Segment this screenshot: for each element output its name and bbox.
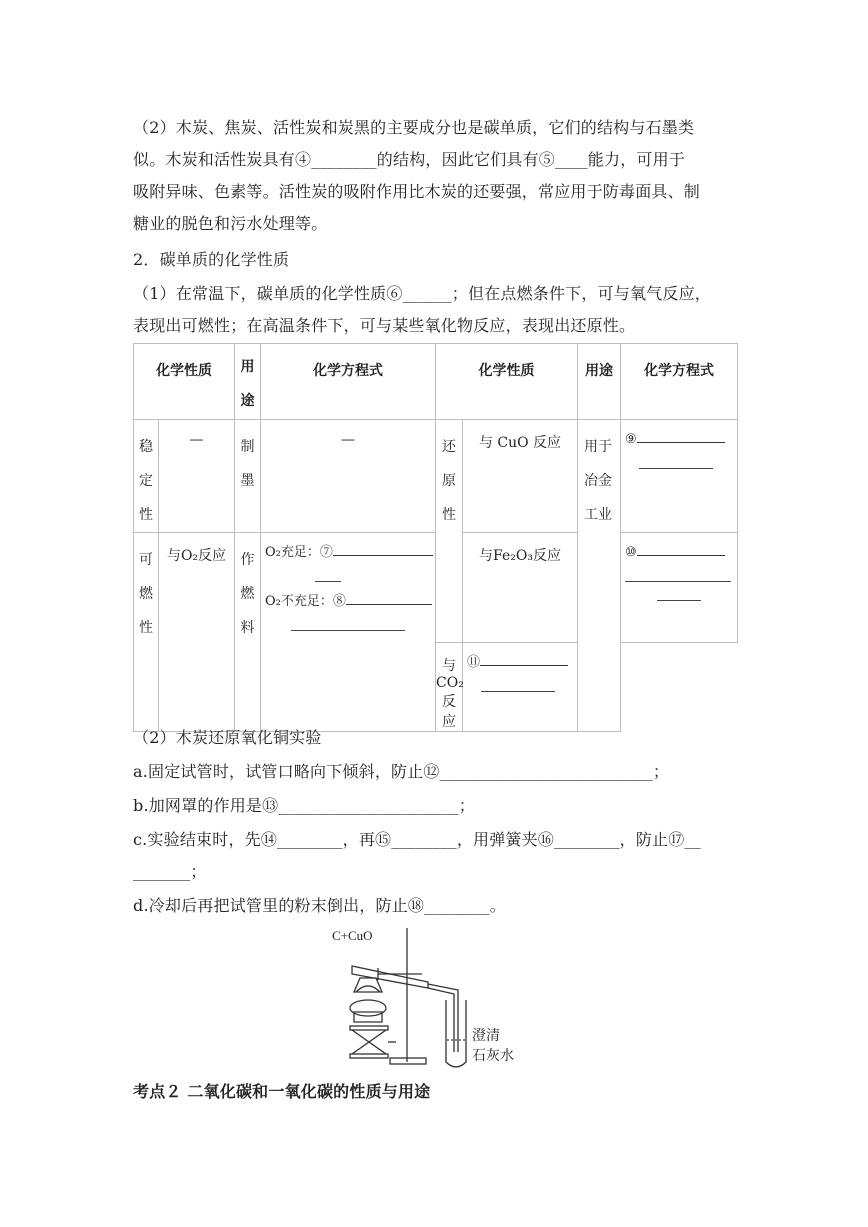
para2-line2: 表现出可燃性；在高温条件下，可与某些氧化物反应，表现出还原性。 <box>133 316 636 335</box>
stable-equation-cell: — <box>261 420 436 533</box>
reducing-cuo-condition-cell: 与 CuO 反应 <box>463 420 578 533</box>
header-equation-left: 化学方程式 <box>261 344 436 420</box>
para1-line2: 似。木炭和活性炭具有④________的结构，因此它们具有⑤____能力，可用于 <box>133 150 686 169</box>
header-equation-right: 化学方程式 <box>621 344 738 420</box>
reducing-fe2o3-condition-cell: 与Fe₂O₃反应 <box>463 533 578 643</box>
eq-10-cell: ⑩ <box>621 533 738 643</box>
para3-line2: a.固定试管时，试管口略向下倾斜，防止⑫__________________________； <box>133 762 670 781</box>
para3-line6: d.冷却后再把试管里的粉末倒出，防止⑱________。 <box>133 896 506 915</box>
para3-line5: _______； <box>133 862 207 881</box>
label-reactants: C+CuO <box>332 928 373 943</box>
reducing-property-cell: 还原性 <box>436 420 463 643</box>
reducing-co2-condition-cell: 与CO₂反应 <box>436 643 463 732</box>
label-limewater-1: 澄清 <box>472 1029 500 1044</box>
stable-condition-cell: — <box>159 420 235 533</box>
stable-property-cell: 稳定性 <box>134 420 159 533</box>
eq-11-cell: ⑪ <box>463 643 578 732</box>
para3-line3: b.加网罩的作用是⑬______________________； <box>133 796 475 815</box>
carbon-properties-table <box>133 343 738 732</box>
combustible-equation-cell: O₂充足：⑦ O₂不充足：⑧ <box>261 533 436 732</box>
header-use-left: 用途 <box>235 344 261 420</box>
header-property-left: 化学性质 <box>134 344 235 420</box>
section-title-3: 考点２ 二氧化碳和一氧化碳的性质与用途 <box>133 1082 431 1101</box>
reducing-use-cell: 用于冶金工业 <box>578 420 621 732</box>
section-heading-2: 2．碳单质的化学性质 <box>133 250 290 269</box>
label-limewater-2: 石灰水 <box>472 1049 514 1064</box>
header-property-right: 化学性质 <box>436 344 578 420</box>
header-use-right: 用途 <box>578 344 621 420</box>
para1-line3: 吸附异味、色素等。活性炭的吸附作用比木炭的还要强，常应用于防毒面具、制 <box>133 182 701 201</box>
para2-line1: （1）在常温下，碳单质的化学性质⑥______；但在点燃条件下，可与氧气反应， <box>133 284 711 303</box>
eq-9-cell: ⑨ <box>621 420 738 533</box>
combustible-condition-cell: 与O₂反应 <box>159 533 235 732</box>
apparatus-diagram <box>330 922 540 1072</box>
para1-line1: （2）木炭、焦炭、活性炭和炭黑的主要成分也是碳单质，它们的结构与石墨类 <box>133 118 695 137</box>
para3-line1: （2）木炭还原氧化铜实验 <box>133 728 322 747</box>
para1-line4: 糖业的脱色和污水处理等。 <box>133 214 328 233</box>
combustible-property-cell: 可燃性 <box>134 533 159 732</box>
para3-line4: c.实验结束时，先⑭________，再⑮________，用弹簧夹⑯________，防止⑰__ <box>133 830 701 849</box>
stable-use-cell: 制墨 <box>235 420 261 533</box>
combustible-use-cell: 作燃料 <box>235 533 261 732</box>
